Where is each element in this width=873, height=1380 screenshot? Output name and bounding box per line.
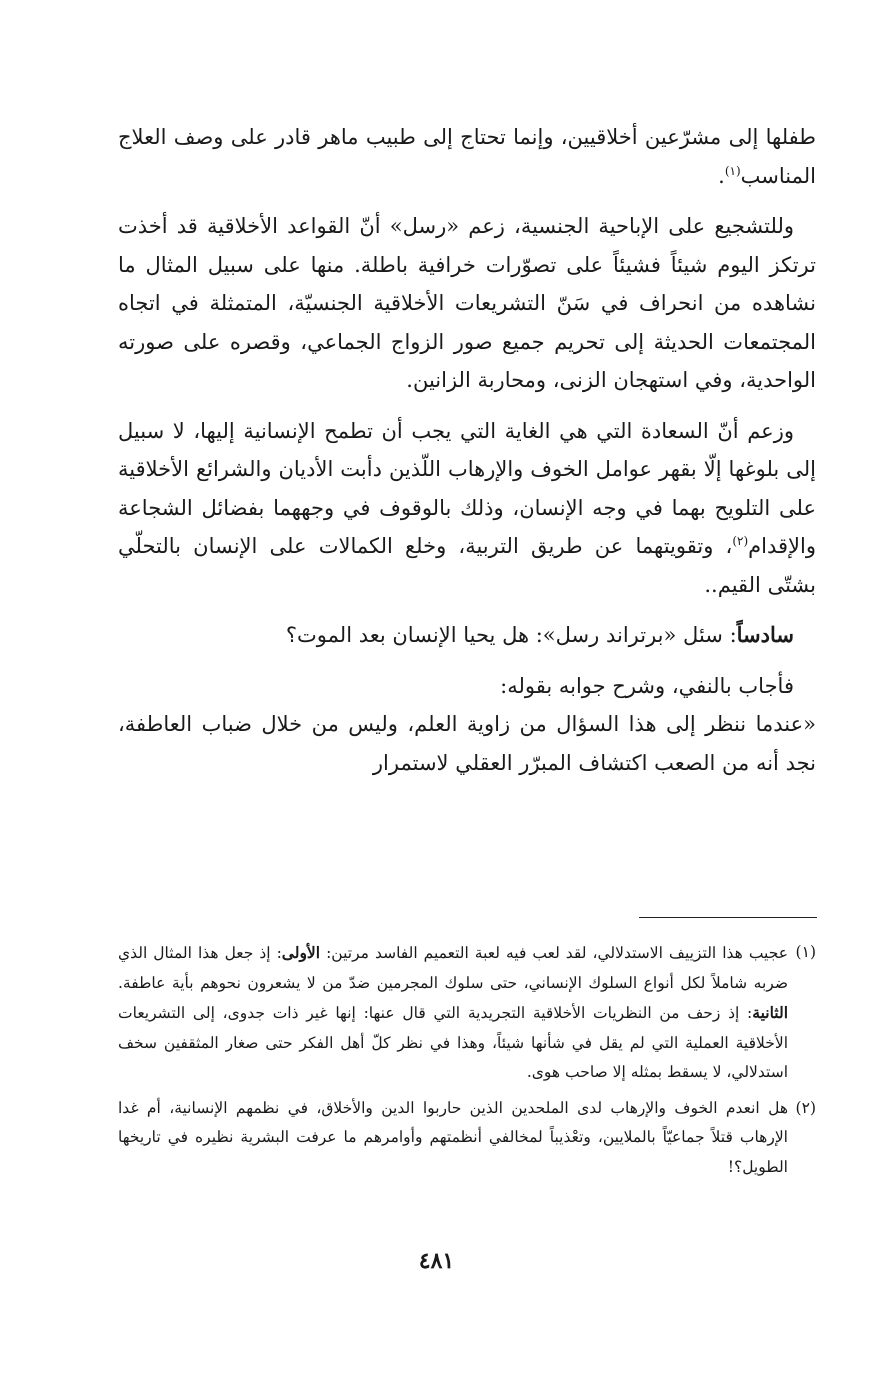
paragraph-3 xyxy=(118,412,816,605)
footnote-1-text-a: عجيب هذا التزييف الاستدلالي، لقد لعب فيه لعبة التعميم الفاسد مرتين: xyxy=(320,944,788,962)
footnote-1-second: الثانية xyxy=(752,1003,788,1022)
footnote-1-text-c: : إذ زحف من النظريات الأخلاقية التجريدية التي قال عنها: إنها غير ذات جدوى، إلى التشريعات الأخلاقية العملية التي لم يقل في شأنها شيئاً، وهذا في نظر كلّ أهل الفكر حتى صغار المثقفين سخف استدلالي، لا يسقط بمثله إلا صاحب هوى. xyxy=(118,1004,788,1081)
paragraph-3-text-a: وزعم أنّ السعادة التي هي الغاية التي يجب أن تطمح الإنسانية إليها، لا سبيل إلى بلوغها إلّا بقهر عوامل الخوف والإرهاب اللّذين دأبت الأديان والشرائع الأخلاقية على التلويح بهما في وجه الإنسان، وذلك بالوقوف في وجههما بفضائل الشجاعة والإقدام xyxy=(118,418,816,558)
footnote-1-text-b: : إذ جعل هذا المثال الذي ضربه شاملاً لكل أنواع السلوك الإنساني، حتى سلوك المجرمين ضدّ من لا يشعرون نحوهم بأية عاطفة. xyxy=(118,944,788,992)
footnote-ref-2: (٢) xyxy=(732,534,749,548)
paragraph-4 xyxy=(118,616,816,655)
section-marker: سادساً xyxy=(736,622,794,647)
footnote-ref-1: (١) xyxy=(724,163,741,178)
paragraph-3-text-b: ، وتقويتهما عن طريق التربية، وخلع الكمالات على الإنسان بالتحلّي بشتّى القيم.. xyxy=(118,534,816,597)
paragraph-1-end: . xyxy=(718,163,725,188)
paragraph-4-text: : سئل «برتراند رسل»: هل يحيا الإنسان بعد الموت؟ xyxy=(285,623,737,647)
footnote-1 xyxy=(118,938,816,1088)
footnote-1-first: الأولى xyxy=(281,943,321,962)
page-number: ٤٨١ xyxy=(418,1248,455,1274)
footnote-2-text: هل انعدم الخوف والإرهاب لدى الملحدين الذين حاربوا الدين والأخلاق، في نظمهم الإنسانية، أم غدا الإرهاب قتلاً جماعيّاً بالملايين، وتعْذيباً لمخالفي أنظمتهم وأوامرهم ما عرفت البشرية نظيره في تاريخها الطويل؟! xyxy=(118,1098,788,1176)
paragraph-1 xyxy=(118,118,816,195)
paragraph-6: «عندما ننظر إلى هذا السؤال من زاوية العلم، وليس من خلال ضباب العاطفة، نجد أنه من الصعب اكتشاف المبرّر العقلي لاستمرار xyxy=(118,712,816,775)
main-text xyxy=(118,118,816,794)
footnote-1-number: (١) xyxy=(795,943,816,961)
footnote-2-number: (٢) xyxy=(795,1098,816,1117)
footnote-divider xyxy=(639,917,817,918)
paragraph-2: وللتشجيع على الإباحية الجنسية، زعم «رسل» أنّ القواعد الأخلاقية قد أخذت ترتكز اليوم شيئاً فشيئاً على تصوّرات خرافية باطلة. منها على سبيل المثال ما نشاهده من انحراف في سَنّ التشريعات الأخلاقية الجنسيّة، المتمثلة في اتجاه المجتمعات الحديثة إلى تحريم جميع صور الزواج الجماعي، وقصره على صورته الواحدية، وفي استهجان الزنى، ومحاربة الزانين. xyxy=(118,214,816,392)
footnotes xyxy=(118,938,816,1188)
footnote-2 xyxy=(118,1094,816,1183)
paragraph-1-text: طفلها إلى مشرّعين أخلاقيين، وإنما تحتاج إلى طبيب ماهر قادر على وصف العلاج المناسب xyxy=(118,125,816,188)
paragraph-5: فأجاب بالنفي، وشرح جوابه بقوله: xyxy=(500,673,794,698)
